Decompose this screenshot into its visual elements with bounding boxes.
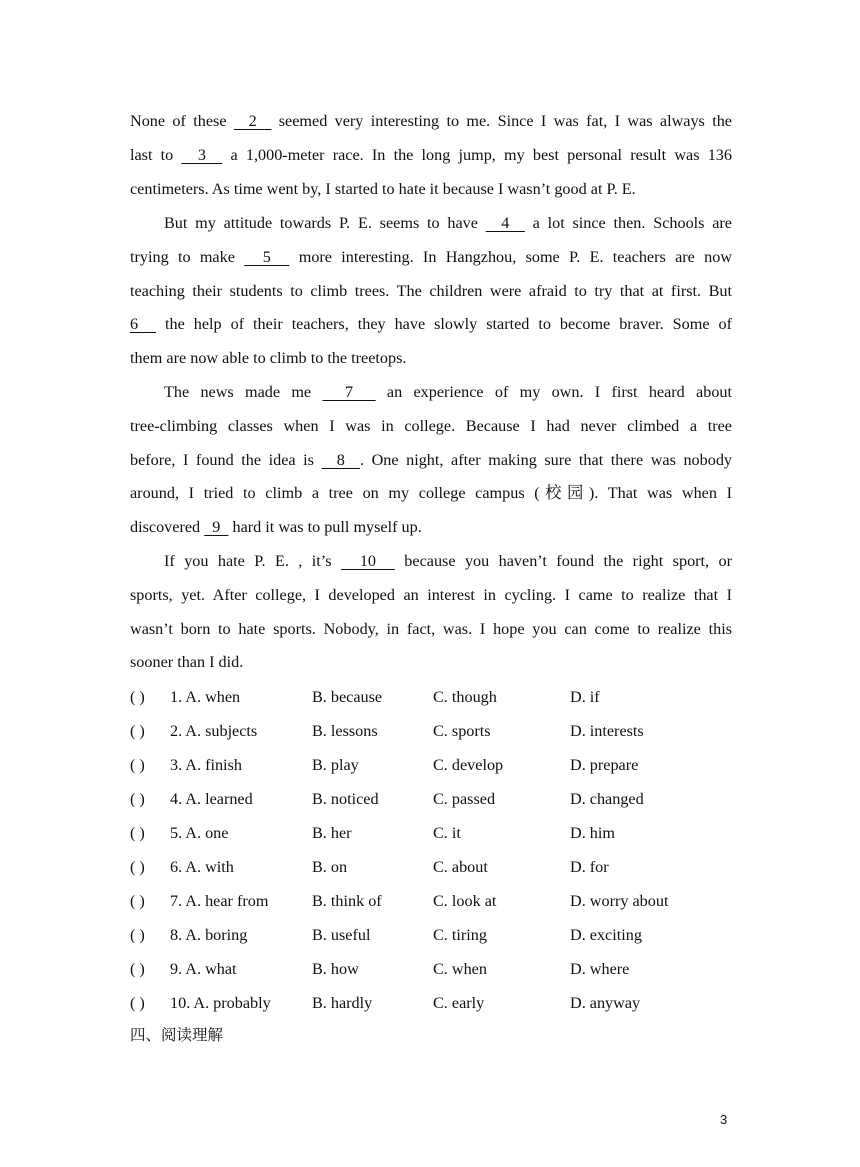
option-d: D. where [570,960,630,978]
option-a: 4. A. learned [170,790,253,808]
question-row-8 [130,918,730,952]
answer-paren: ( ) [130,994,145,1012]
blank-8: 8 [321,450,360,469]
option-a: 6. A. with [170,858,234,876]
option-c: C. though [433,688,497,706]
blank-5: 5 [244,247,290,266]
answer-paren: ( ) [130,824,145,842]
option-b: B. lessons [312,722,378,740]
option-b: B. hardly [312,994,373,1012]
option-a: 3. A. finish [170,756,242,774]
answer-paren: ( ) [130,858,145,876]
passage-paragraph-3 [130,376,732,545]
passage-line: sooner than I did. [130,653,244,672]
option-a: 10. A. probably [170,994,271,1012]
passage-line: them are now able to climb to the treetops. [130,349,407,368]
passage-line: last to 3 a 1,000-meter race. In the long jump, my best personal result was 136 [130,145,732,164]
option-c: C. passed [433,790,496,808]
blank-9: 9 [204,518,229,537]
question-row-2 [130,714,730,748]
blank-4: 4 [485,214,525,232]
blank-6: 6 [130,315,157,334]
answer-paren: ( ) [130,756,145,774]
question-row-10 [130,986,730,1020]
option-d: D. changed [570,790,644,808]
option-b: B. her [312,824,352,842]
option-b: B. on [312,858,348,876]
blank-2: 2 [233,112,272,130]
option-c: C. look at [433,892,497,910]
option-b: B. think of [312,892,382,910]
answer-paren: ( ) [130,892,145,910]
option-b: B. because [312,688,383,706]
answer-paren: ( ) [130,790,145,808]
passage-line: discovered 9 hard it was to pull myself up. [130,518,422,537]
passage-paragraph-2 [130,207,732,376]
page-number: 3 [720,1112,728,1127]
passage-line: sports, yet. After college, I developed an interest in cycling. I came to realize that I [130,585,732,604]
option-d: D. anyway [570,994,641,1012]
option-a: 9. A. what [170,960,237,978]
passage-line: trying to make 5 more interesting. In Hangzhou, some P. E. teachers are now [130,247,733,266]
option-b: B. useful [312,926,371,944]
question-row-7 [130,884,730,918]
option-a: 7. A. hear from [170,892,269,910]
option-a: 5. A. one [170,824,229,842]
option-d: D. if [570,688,600,706]
option-a: 1. A. when [170,688,241,706]
question-row-4 [130,782,730,816]
option-d: D. him [570,824,615,842]
question-row-6 [130,850,730,884]
passage-line: teaching their students to climb trees. The children were afraid to try that at first. But [130,281,732,300]
option-c: C. about [433,858,488,876]
passage-line: But my attitude towards P. E. seems to have 4 a lot since then. Schools are [164,214,732,232]
option-b: B. how [312,960,359,978]
passage-line: wasn’t born to hate sports. Nobody, in fact, was. I hope you can come to realize this [130,619,732,638]
answer-paren: ( ) [130,960,145,978]
option-c: C. early [433,994,485,1012]
passage-line: centimeters. As time went by, I started to hate it because I wasn’t good at P. E. [130,179,636,198]
passage-line: tree-climbing classes when I was in college. Because I had never climbed a tree [130,416,732,435]
question-row-9 [130,952,730,986]
passage-line: before, I found the idea is 8 . One night, after making sure that there was nobody [130,450,733,469]
option-c: C. it [433,824,461,842]
passage-paragraph-4 [130,545,732,680]
question-row-3 [130,748,730,782]
option-d: D. worry about [570,892,669,910]
blank-10: 10 [341,552,395,570]
question-row-1 [130,680,730,714]
option-a: 8. A. boring [170,926,248,944]
answer-paren: ( ) [130,722,145,740]
blank-3: 3 [181,145,223,164]
passage-line: around, I tried to climb a tree on my college campus (校园). That was when I [130,484,732,503]
option-b: B. noticed [312,790,379,808]
passage-line: The news made me 7 an experience of my own. I first heard about [164,383,733,401]
option-d: D. interests [570,722,644,740]
passage-line: If you hate P. E. , it’s 10 because you haven’t found the right sport, or [164,552,733,570]
option-a: 2. A. subjects [170,722,258,740]
option-c: C. sports [433,722,491,740]
passage-line: None of these 2 seemed very interesting to me. Since I was fat, I was always the [130,112,732,130]
passage-line: 6 the help of their teachers, they have slowly started to become braver. Some of [130,315,733,334]
option-d: D. for [570,858,609,876]
blank-7: 7 [322,383,376,401]
option-c: C. tiring [433,926,487,944]
passage-paragraph-1 [130,105,732,206]
option-c: C. when [433,960,487,978]
option-d: D. exciting [570,926,642,944]
option-c: C. develop [433,756,504,774]
answer-paren: ( ) [130,688,145,706]
option-d: D. prepare [570,756,639,774]
section-title: 四、阅读理解 [130,1026,224,1044]
answer-paren: ( ) [130,926,145,944]
option-b: B. play [312,756,359,774]
question-row-5 [130,816,730,850]
